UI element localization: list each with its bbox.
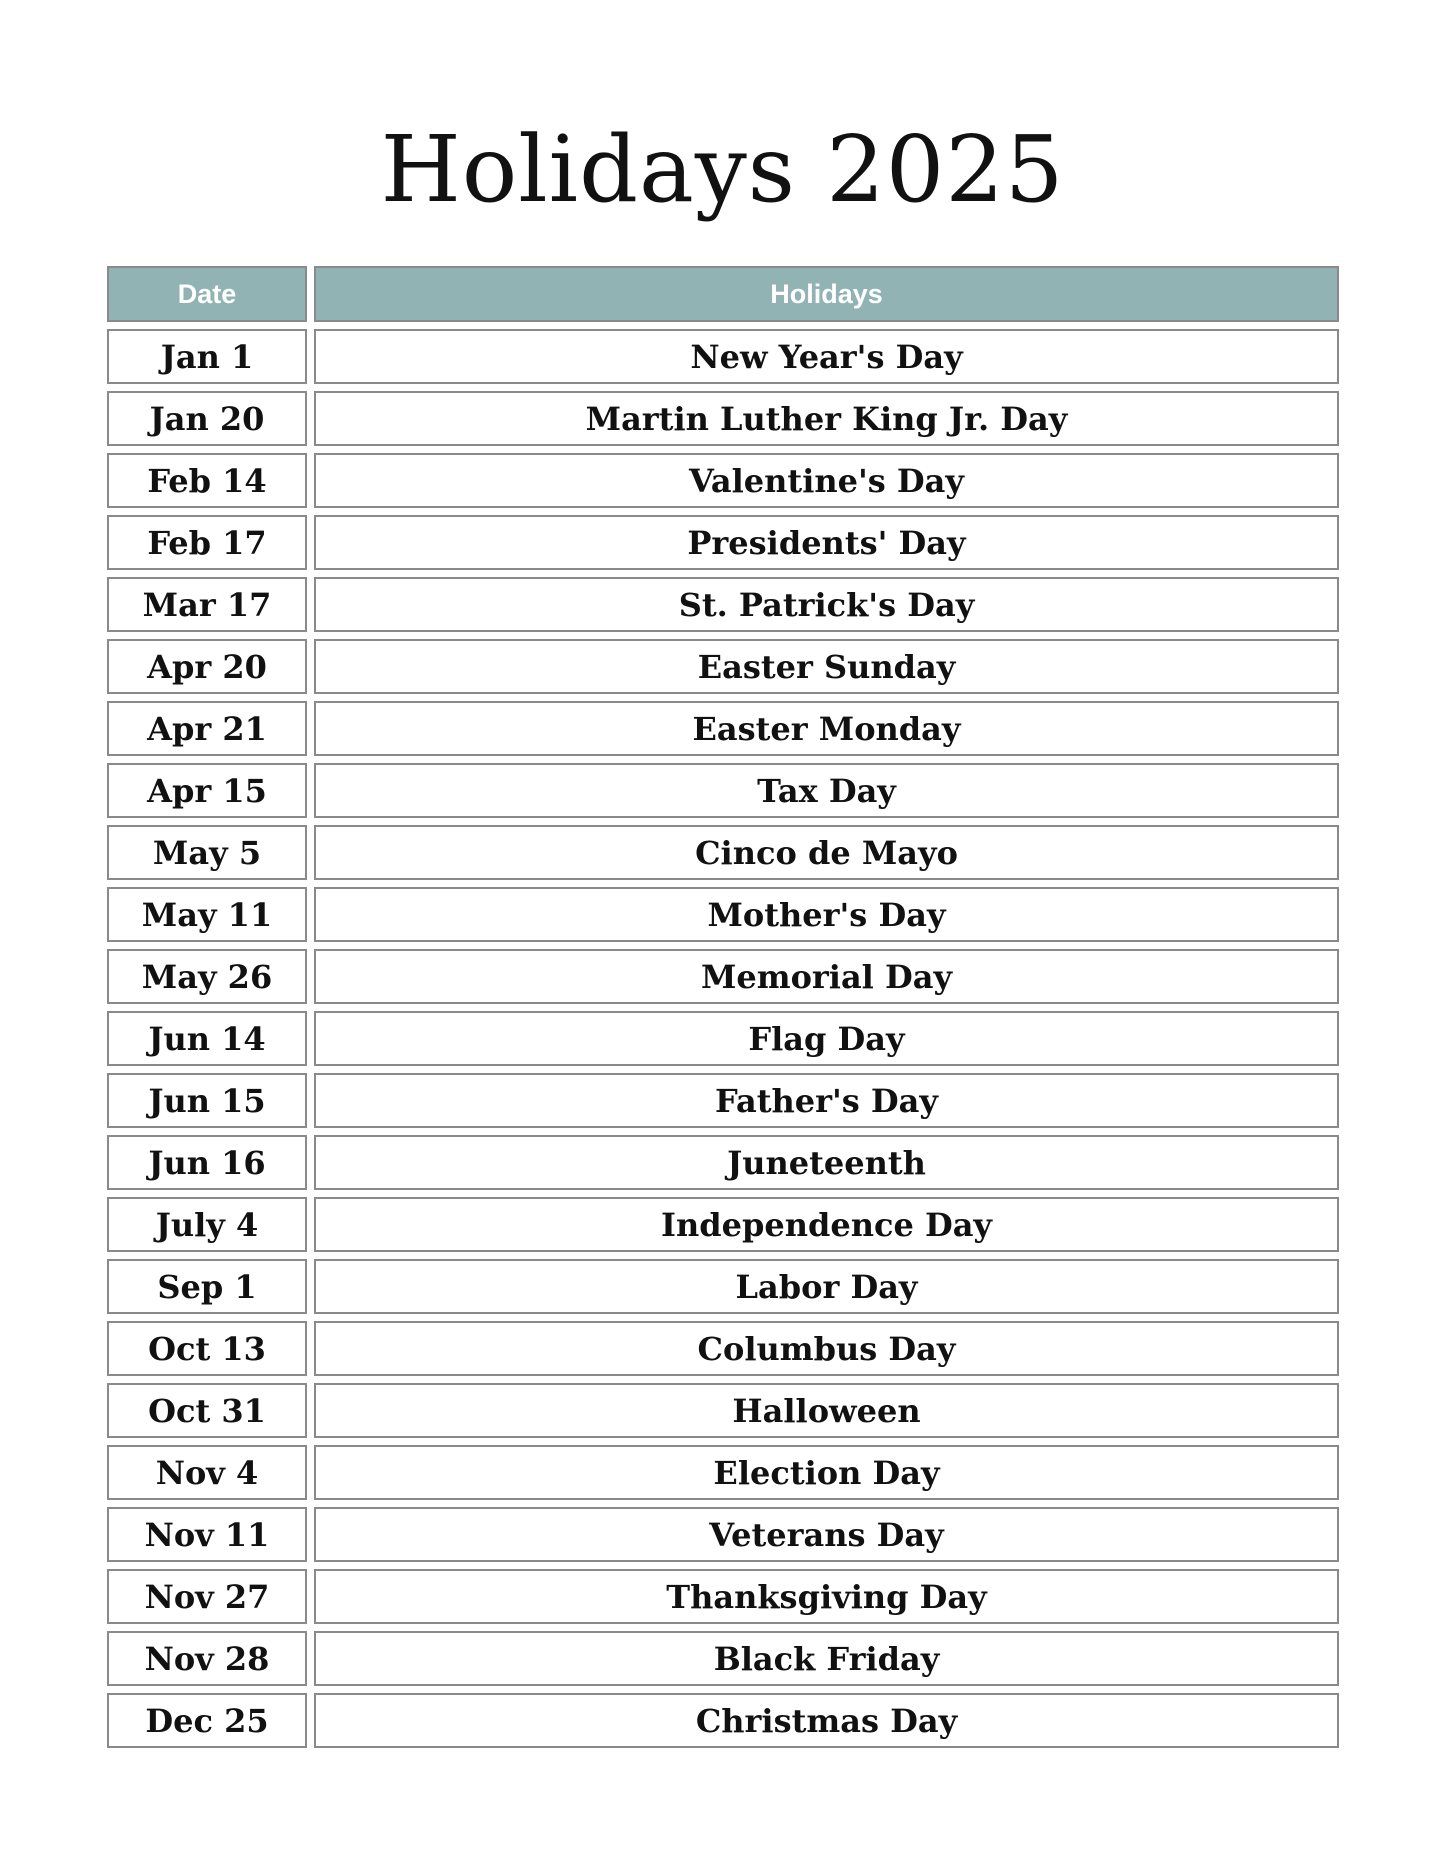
page-title: Holidays 2025 xyxy=(380,116,1065,223)
holiday-date-cell: Sep 1 xyxy=(107,1259,307,1314)
table-row xyxy=(107,391,1339,446)
table-header-row xyxy=(107,266,1339,322)
holiday-date-cell: Mar 17 xyxy=(107,577,307,632)
holiday-name-cell: Easter Sunday xyxy=(314,639,1339,694)
holiday-name-cell: Independence Day xyxy=(314,1197,1339,1252)
holiday-date-cell: Jan 1 xyxy=(107,329,307,384)
holiday-date-cell: Nov 11 xyxy=(107,1507,307,1562)
holiday-date-cell: Jun 16 xyxy=(107,1135,307,1190)
holiday-name-cell: Martin Luther King Jr. Day xyxy=(314,391,1339,446)
holiday-date-cell: Jun 15 xyxy=(107,1073,307,1128)
holiday-date-cell: July 4 xyxy=(107,1197,307,1252)
table-row xyxy=(107,639,1339,694)
holiday-name-cell: Flag Day xyxy=(314,1011,1339,1066)
table-body xyxy=(107,329,1339,1748)
table-row xyxy=(107,1507,1339,1562)
holiday-date-cell: May 5 xyxy=(107,825,307,880)
table-row xyxy=(107,701,1339,756)
holiday-date-cell: Nov 27 xyxy=(107,1569,307,1624)
holiday-name-cell: Black Friday xyxy=(314,1631,1339,1686)
table-row xyxy=(107,949,1339,1004)
table-row xyxy=(107,515,1339,570)
table-row xyxy=(107,887,1339,942)
holiday-name-cell: Christmas Day xyxy=(314,1693,1339,1748)
date-column-header: Date xyxy=(107,266,307,322)
table-row xyxy=(107,763,1339,818)
holiday-name-cell: Memorial Day xyxy=(314,949,1339,1004)
holiday-date-cell: May 11 xyxy=(107,887,307,942)
holiday-date-cell: Feb 17 xyxy=(107,515,307,570)
table-row xyxy=(107,1569,1339,1624)
table-row xyxy=(107,1445,1339,1500)
holiday-date-cell: Apr 15 xyxy=(107,763,307,818)
holiday-date-cell: May 26 xyxy=(107,949,307,1004)
holiday-date-cell: Apr 20 xyxy=(107,639,307,694)
holiday-name-cell: Easter Monday xyxy=(314,701,1339,756)
holiday-name-cell: St. Patrick's Day xyxy=(314,577,1339,632)
table-row xyxy=(107,1073,1339,1128)
table-row xyxy=(107,577,1339,632)
holiday-name-cell: Thanksgiving Day xyxy=(314,1569,1339,1624)
table-row xyxy=(107,1197,1339,1252)
holiday-date-cell: Nov 28 xyxy=(107,1631,307,1686)
table-row xyxy=(107,1259,1339,1314)
table-row xyxy=(107,1321,1339,1376)
holiday-date-cell: Oct 13 xyxy=(107,1321,307,1376)
holiday-name-cell: Juneteenth xyxy=(314,1135,1339,1190)
holiday-date-cell: Nov 4 xyxy=(107,1445,307,1500)
table-row xyxy=(107,453,1339,508)
holiday-name-cell: Columbus Day xyxy=(314,1321,1339,1376)
holiday-table xyxy=(100,259,1346,1755)
table-row xyxy=(107,825,1339,880)
holiday-date-cell: Feb 14 xyxy=(107,453,307,508)
holiday-name-cell: Father's Day xyxy=(314,1073,1339,1128)
holiday-name-cell: Election Day xyxy=(314,1445,1339,1500)
holiday-name-cell: Tax Day xyxy=(314,763,1339,818)
table-row xyxy=(107,1135,1339,1190)
holiday-date-cell: Dec 25 xyxy=(107,1693,307,1748)
table-row xyxy=(107,1011,1339,1066)
holiday-name-cell: Mother's Day xyxy=(314,887,1339,942)
holiday-name-cell: Labor Day xyxy=(314,1259,1339,1314)
holiday-date-cell: Apr 21 xyxy=(107,701,307,756)
holiday-name-cell: Valentine's Day xyxy=(314,453,1339,508)
table-row xyxy=(107,1631,1339,1686)
holiday-name-cell: Presidents' Day xyxy=(314,515,1339,570)
holiday-name-cell: Veterans Day xyxy=(314,1507,1339,1562)
holiday-date-cell: Jan 20 xyxy=(107,391,307,446)
holiday-date-cell: Jun 14 xyxy=(107,1011,307,1066)
table-row xyxy=(107,329,1339,384)
holiday-date-cell: Oct 31 xyxy=(107,1383,307,1438)
holiday-column-header: Holidays xyxy=(314,266,1339,322)
holiday-name-cell: Halloween xyxy=(314,1383,1339,1438)
table-row xyxy=(107,1693,1339,1748)
holiday-name-cell: New Year's Day xyxy=(314,329,1339,384)
table-row xyxy=(107,1383,1339,1438)
holiday-name-cell: Cinco de Mayo xyxy=(314,825,1339,880)
